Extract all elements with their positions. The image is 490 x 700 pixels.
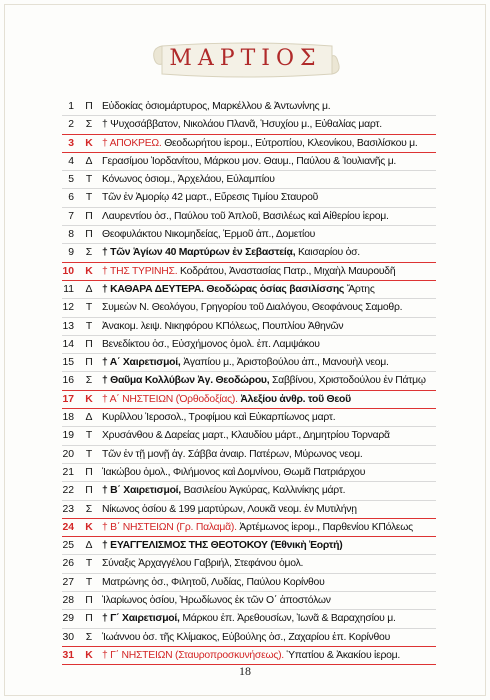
calendar-row bbox=[62, 446, 436, 464]
day-number: 2 bbox=[68, 119, 74, 131]
weekday-letter: Π bbox=[85, 101, 93, 112]
feast-text bbox=[102, 281, 436, 298]
month-title: ΜΑΡΤΙΟΣ bbox=[169, 46, 322, 71]
day-number: 25 bbox=[62, 540, 74, 552]
weekday-letter: Π bbox=[85, 613, 93, 625]
feast-text bbox=[102, 208, 436, 225]
feast-text bbox=[102, 189, 436, 206]
calendar-row bbox=[62, 574, 436, 592]
weekday-letter: Π bbox=[85, 595, 93, 607]
saint-names: Τῶν ἐν τῇ μονῇ ἁγ. Σάββα ἀναιρ. Πατέρων, Μύρωνος νεομ. bbox=[102, 448, 363, 460]
calendar-row bbox=[62, 555, 436, 573]
saint-names: † Ψυχοσάββατον, Νικολάου Πλανᾶ, Ἡσυχίου μ., Εὐθαλίας μαρτ. bbox=[102, 119, 382, 131]
weekday-letter: Σ bbox=[85, 119, 93, 131]
weekday-letter: Κ bbox=[85, 521, 93, 533]
calendar-list bbox=[62, 98, 436, 665]
saint-names: † Θαῦμα Κολλύβων Ἁγ. Θεοδώρου, bbox=[102, 375, 270, 387]
saint-names: Κυρίλλου Ἱεροσολ., Τροφίμου καὶ Εὐκαρπίωνος μαρτ. bbox=[102, 412, 336, 424]
weekday-letter: Π bbox=[85, 210, 93, 222]
saint-names: Ἄρτης bbox=[344, 283, 375, 295]
calendar-row bbox=[62, 629, 436, 647]
saint-names: Χρυσάνθου & Δαρείας μαρτ., Κλαυδίου μάρτ., Δημητρίου Τορναρᾶ bbox=[102, 430, 390, 442]
feast-text bbox=[102, 153, 436, 170]
calendar-row bbox=[62, 464, 436, 482]
saint-names: Ἀλεξίου ἀνθρ. τοῦ Θεοῦ bbox=[237, 393, 351, 405]
calendar-row bbox=[62, 244, 436, 262]
feast-text bbox=[102, 226, 436, 243]
feast-text bbox=[102, 391, 436, 408]
saint-names: Εὐδοκίας ὁσιομάρτυρος, Μαρκέλλου & Ἀντωνίνης μ. bbox=[102, 101, 331, 112]
calendar-row bbox=[62, 318, 436, 336]
calendar-row bbox=[62, 390, 436, 409]
calendar-row bbox=[62, 226, 436, 244]
day-number: 7 bbox=[68, 210, 74, 222]
saint-names: Ἀνακομ. λειψ. Νικηφόρου ΚΠόλεως, Πουπλίου Ἀθηνῶν bbox=[102, 320, 344, 332]
weekday-letter: Τ bbox=[85, 302, 93, 314]
page-number: 18 bbox=[239, 664, 251, 678]
day-number: 19 bbox=[62, 430, 74, 442]
calendar-row bbox=[62, 134, 436, 153]
calendar-row bbox=[62, 518, 436, 537]
saint-names: Ὑπατίου & Ἀκακίου ἱερομ. bbox=[283, 649, 401, 661]
saint-names: Ἀγαπίου μ., Ἀριστοβούλου ἀπ., Μανουὴλ νεομ. bbox=[180, 357, 389, 369]
weekday-letter: Δ bbox=[85, 283, 93, 295]
feast-text bbox=[102, 244, 436, 261]
day-number: 13 bbox=[62, 320, 74, 332]
saint-names: Βενεδίκτου ὁσ., Εὐσχήμονος ὁμολ. ἐπ. Λαμψάκου bbox=[102, 338, 320, 350]
day-number: 8 bbox=[68, 229, 74, 241]
day-number: 5 bbox=[68, 174, 74, 186]
saint-names: Νίκωνος ὁσίου & 199 μαρτύρων, Λουκᾶ νεομ. ἐν Μυτιλήνῃ bbox=[102, 503, 357, 515]
sunday-feast-label: † Β΄ ΝΗΣΤΕΙΩΝ (Γρ. Παλαμᾶ). bbox=[102, 521, 237, 533]
day-number: 16 bbox=[62, 375, 74, 387]
weekday-letter: Π bbox=[85, 485, 93, 497]
feast-text bbox=[102, 263, 436, 280]
weekday-letter: Π bbox=[85, 229, 93, 241]
weekday-letter: Τ bbox=[85, 430, 93, 442]
feast-text bbox=[102, 592, 436, 609]
weekday-letter: Δ bbox=[85, 412, 93, 424]
weekday-letter: Σ bbox=[85, 247, 93, 259]
weekday-letter: Κ bbox=[85, 649, 93, 661]
weekday-letter: Τ bbox=[85, 448, 93, 460]
month-banner bbox=[148, 40, 343, 82]
saint-names: Κοδράτου, Ἀναστασίας Πατρ., Μιχαὴλ Μαυρουδῆ bbox=[177, 265, 396, 277]
sunday-feast-label: † ΑΠΟΚΡΕΩ. bbox=[102, 137, 162, 149]
weekday-letter: Π bbox=[85, 357, 93, 369]
sunday-feast-label: † Γ΄ ΝΗΣΤΕΙΩΝ (Σταυροπροσκυνήσεως). bbox=[102, 649, 284, 661]
saint-names: Ἰακώβου ὁμολ., Φιλήμονος καὶ Δομνίνου, Θωμᾶ Πατριάρχου bbox=[102, 466, 366, 478]
day-number: 22 bbox=[62, 485, 74, 497]
weekday-letter: Κ bbox=[85, 265, 93, 277]
weekday-letter: Σ bbox=[85, 631, 93, 643]
calendar-row bbox=[62, 189, 436, 207]
day-number: 31 bbox=[62, 649, 74, 661]
day-number: 9 bbox=[68, 247, 74, 259]
day-number: 11 bbox=[63, 283, 74, 295]
calendar-row bbox=[62, 116, 436, 134]
day-number: 27 bbox=[62, 576, 74, 588]
saint-names: † Α΄ Χαιρετισμοί, bbox=[102, 357, 181, 369]
calendar-row bbox=[62, 299, 436, 317]
weekday-letter: Σ bbox=[85, 503, 93, 515]
calendar-row bbox=[62, 501, 436, 519]
saint-names: Λαυρεντίου ὁσ., Παύλου τοῦ Ἁπλοῦ, Βασιλέως καὶ Αἰθερίου ἱερομ. bbox=[102, 210, 389, 222]
day-number: 28 bbox=[62, 595, 74, 607]
feast-text bbox=[102, 537, 436, 554]
feast-text bbox=[102, 427, 436, 444]
weekday-letter: Τ bbox=[85, 558, 93, 570]
day-number: 24 bbox=[62, 521, 74, 533]
feast-text bbox=[102, 519, 436, 536]
day-number: 6 bbox=[68, 192, 74, 204]
feast-text bbox=[102, 574, 436, 591]
saint-names: Τῶν ἐν Ἀμορίῳ 42 μαρτ., Εὕρεσις Τιμίου Σταυροῦ bbox=[102, 192, 319, 204]
calendar-row bbox=[62, 537, 436, 555]
day-number: 17 bbox=[62, 393, 74, 405]
calendar-row bbox=[62, 610, 436, 628]
saint-names: Καισαρίου ὁσ. bbox=[295, 247, 360, 259]
sunday-feast-label: † ΤΗΣ ΤΥΡΙΝΗΣ. bbox=[102, 265, 178, 277]
saint-names: † ΚΑΘΑΡΑ ΔΕΥΤΕΡΑ. Θεοδώρας ὁσίας βασιλίσσης bbox=[102, 283, 345, 295]
calendar-row bbox=[62, 208, 436, 226]
feast-text bbox=[102, 336, 436, 353]
weekday-letter: Τ bbox=[85, 174, 93, 186]
saint-names: † Β΄ Χαιρετισμοί, bbox=[102, 485, 181, 497]
day-number: 15 bbox=[62, 357, 74, 369]
weekday-letter: Δ bbox=[85, 540, 93, 552]
feast-text bbox=[102, 610, 436, 627]
feast-text bbox=[102, 464, 436, 481]
day-number: 4 bbox=[68, 155, 74, 167]
weekday-letter: Τ bbox=[85, 576, 93, 588]
day-number: 18 bbox=[62, 412, 74, 424]
saint-names: † ΕΥΑΓΓΕΛΙΣΜΟΣ ΤΗΣ ΘΕΟΤΟΚΟΥ (Ἐθνικὴ Ἑορτή) bbox=[102, 540, 343, 552]
weekday-letter: Κ bbox=[85, 137, 93, 149]
feast-text bbox=[102, 318, 436, 335]
saint-names: Σύναξις Ἀρχαγγέλου Γαβριήλ, Στεφάνου ὁμολ. bbox=[102, 558, 304, 570]
day-number: 26 bbox=[62, 558, 74, 570]
calendar-row bbox=[62, 409, 436, 427]
weekday-letter: Σ bbox=[85, 375, 93, 387]
saint-names: Συμεὼν Ν. Θεολόγου, Γρηγορίου τοῦ Διαλόγου, Θεοφάνους Σαμοθρ. bbox=[102, 302, 403, 314]
feast-text bbox=[102, 299, 436, 316]
weekday-letter: Π bbox=[85, 466, 93, 478]
day-number: 29 bbox=[62, 613, 74, 625]
weekday-letter: Π bbox=[85, 338, 93, 350]
weekday-letter: Τ bbox=[85, 192, 93, 204]
saint-names: Ματρώνης ὁσ., Φιλητοῦ, Λυδίας, Παύλου Κορίνθου bbox=[102, 576, 325, 588]
saint-names: † Γ΄ Χαιρετισμοί, bbox=[102, 613, 180, 625]
weekday-letter: Τ bbox=[85, 320, 93, 332]
saint-names: Γερασίμου Ἰορδανίτου, Μάρκου μον. Θαυμ., Παύλου & Ἰουλιανῆς μ. bbox=[102, 155, 397, 167]
feast-text bbox=[102, 501, 436, 518]
feast-text bbox=[102, 629, 436, 646]
sunday-feast-label: † Α΄ ΝΗΣΤΕΙΩΝ (Ὀρθοδοξίας). bbox=[102, 393, 238, 405]
saint-names: Σαββίνου, Χριστοδούλου ἐν Πάτμῳ bbox=[269, 375, 426, 387]
saint-names: Θεοφυλάκτου Νικομηδείας, Ἑρμοῦ ἀπ., Δομετίου bbox=[102, 229, 316, 241]
day-number: 10 bbox=[62, 265, 74, 277]
saint-names: Μάρκου ἐπ. Ἀρεθουσίων, Ἰωνᾶ & Βαραχησίου μ. bbox=[179, 613, 396, 625]
feast-text bbox=[102, 647, 436, 664]
day-number: 30 bbox=[62, 631, 74, 643]
calendar-row bbox=[62, 171, 436, 189]
day-number: 3 bbox=[68, 137, 74, 149]
saint-names: Ἱλαρίωνος ὁσίου, Ἡρωδίωνος ἐκ τῶν Ο΄ ἀποστόλων bbox=[102, 595, 331, 607]
day-number: 12 bbox=[62, 302, 74, 314]
feast-text bbox=[102, 135, 436, 152]
calendar-row bbox=[62, 153, 436, 171]
day-number: 1 bbox=[68, 101, 74, 112]
feast-text bbox=[102, 482, 436, 499]
weekday-letter: Κ bbox=[85, 393, 93, 405]
calendar-row bbox=[62, 262, 436, 281]
calendar-row bbox=[62, 427, 436, 445]
day-number: 23 bbox=[62, 503, 74, 515]
day-number: 20 bbox=[62, 448, 74, 460]
calendar-row bbox=[62, 354, 436, 372]
calendar-row bbox=[62, 372, 436, 390]
feast-text bbox=[102, 116, 436, 133]
feast-text bbox=[102, 98, 436, 115]
calendar-row bbox=[62, 98, 436, 116]
saint-names: Ἰωάννου ὁσ. τῆς Κλίμακος, Εὐβούλης ὁσ., Ζαχαρίου ἐπ. Κορίνθου bbox=[102, 631, 390, 643]
weekday-letter: Δ bbox=[85, 155, 93, 167]
saint-names: Κόνωνος ὁσιομ., Ἀρχελάου, Εὐλαμπίου bbox=[102, 174, 275, 186]
saint-names: † Τῶν Ἁγίων 40 Μαρτύρων ἐν Σεβαστείᾳ, bbox=[102, 247, 296, 259]
calendar-row bbox=[62, 336, 436, 354]
day-number: 14 bbox=[62, 338, 74, 350]
calendar-row bbox=[62, 482, 436, 500]
feast-text bbox=[102, 171, 436, 188]
feast-text bbox=[102, 409, 436, 426]
calendar-row bbox=[62, 646, 436, 665]
saint-names: Θεοδωρήτου ἱερομ., Εὐτροπίου, Κλεονίκου, Βασιλίσκου μ. bbox=[161, 137, 418, 149]
day-number: 21 bbox=[62, 466, 74, 478]
feast-text bbox=[102, 555, 436, 572]
feast-text bbox=[102, 354, 436, 371]
feast-text bbox=[102, 446, 436, 463]
saint-names: Βασιλείου Ἀγκύρας, Καλλινίκης μάρτ. bbox=[180, 485, 346, 497]
calendar-row bbox=[62, 592, 436, 610]
saint-names: Ἀρτέμωνος ἱερομ., Παρθενίου ΚΠόλεως bbox=[236, 521, 413, 533]
feast-text bbox=[102, 372, 436, 389]
calendar-row bbox=[62, 281, 436, 299]
